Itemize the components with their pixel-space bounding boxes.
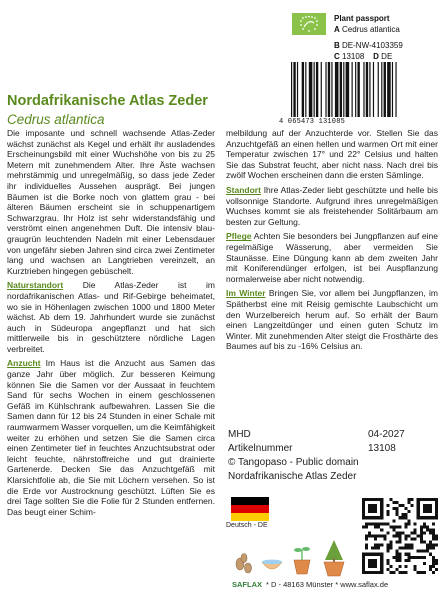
passport-row-a — [334, 24, 440, 35]
pflege-text: Achten Sie besonders bei Jungpflanzen auf eine regelmäßige Wässerung, aber vermeiden Sie Staunässe. Eine Düngung kann ab dem zweiten Jahr mit Koniferendünger erfolgen, ist bei Auspflanzung normalerweise aber nicht notwendig. — [226, 231, 438, 284]
anzucht-text: Im Haus ist die Anzucht aus Samen das ganze Jahr über möglich. Zur besseren Keimung können Sie die Samen vor der Aussaat in feuchtem Sand für sechs Wochen in einem geschlossenen Gefäß im Kühlschrank aufbewahren. Lassen Sie die Samen dann für 12 bis 24 Stunden in einer Schale mit raumwarmem Wasser vorquellen, um die Keimfähigkeit weiter zu erhöhen und setzen Sie die Samen circa einen Zentimeter tief in feuchtes Anzuchtsubstrat oder leicht feuchte, nährstoffreiche und gut drainierte Gartenerde. Decken Sie das Anzuchtgefäß mit Klarsichtfolie ab, die Sie mit Löchern versehen. So ist die Erde vor Austrocknung geschützt. Lüften Sie es drei Tage sollten Sie die Folie für 2 Stunden entfernen. Das beugt einer Schim- — [7, 358, 216, 517]
description-column-right — [226, 128, 438, 356]
page-title: Nordafrikanische Atlas Zeder — [7, 93, 208, 109]
product-name: Nordafrikanische Atlas Zeder — [228, 471, 357, 482]
mhd-value: 04-2027 — [368, 429, 405, 440]
passport-d-value: DE — [381, 52, 393, 61]
sowing-steps-illustration — [228, 536, 354, 578]
qr-code-modules — [362, 498, 438, 574]
barcode — [279, 62, 404, 128]
passport-d-label: D — [373, 52, 379, 61]
young-tree-pot-icon — [324, 540, 344, 576]
product-info — [228, 428, 440, 484]
passport-row-b — [334, 40, 440, 51]
naturstandort-text: Die Atlas-Zeder ist im nordafrikanischen Atlas- und Rif-Gebirge beheimatet, wo sie in Höhenlagen zwischen 1000 und 1800 Meter wächst. Ab dem 19. Jahrhundert wurde sie zunächst auch in Südeuropa angepflanzt und hat sich mittlerweile bis in geschütztere nördliche Lagen verbreitet. — [7, 280, 215, 354]
article-number-label: Artikelnummer — [228, 443, 293, 454]
passport-title: Plant passport — [334, 14, 390, 23]
description-column-left — [7, 128, 215, 521]
passport-a-value: Cedrus atlantica — [342, 25, 400, 34]
plant-passport — [334, 13, 440, 62]
passport-row-cd — [334, 51, 440, 62]
passport-b-value: DE-NW-4103359 — [342, 41, 403, 50]
natural-habitat-paragraph — [7, 280, 215, 354]
botanical-name: Cedrus atlantica — [7, 112, 105, 127]
cultivation-paragraph — [7, 358, 215, 517]
barcode-bars — [291, 62, 399, 117]
article-number-row — [228, 442, 440, 456]
article-number-value: 13108 — [368, 443, 396, 454]
care-paragraph — [226, 231, 438, 284]
cultivation-continued-paragraph: melbildung auf der Anzuchterde vor. Stellen Sie das Anzuchtgefäß an einen hellen und warmen Ort mit einer Temperatur zwischen 17° und 22° Celsius und halten Sie das Substrat feucht, aber nicht nass. Nach drei bis zwölf Wochen erscheinen dann die ersten Sämlinge. — [226, 128, 438, 181]
brand-logo: SAFLAX — [232, 580, 262, 589]
seedling-pot-icon — [294, 547, 310, 574]
footer-address: * D - 48163 Münster * www.saflax.de — [266, 580, 389, 589]
passport-a-label: A — [334, 25, 340, 34]
footer — [232, 580, 388, 589]
qr-code — [362, 498, 438, 574]
flag-stripe-gold — [231, 513, 269, 521]
heading-im-winter: Im Winter — [226, 288, 266, 299]
water-bowl-icon — [262, 560, 282, 569]
flag-stripe-red — [231, 505, 269, 513]
mhd-row — [228, 428, 440, 442]
language-label: Deutsch - DE — [226, 522, 268, 529]
passport-c-label: C — [334, 52, 340, 61]
winter-text: Bringen Sie, vor allem bei Jungpflanzen, im Spätherbst eine mit Reisig gemischte Laubschicht um den Wurzelbereich herum auf. So erhält der Baum einen Langzeitdünger und einen guten Schutz im Winter. Mit zunehmenden Alter steigt die Frosthärte des Baumes auf bis zu -16% Celsius an. — [226, 288, 438, 352]
passport-b-label: B — [334, 41, 340, 50]
mhd-label: MHD — [228, 429, 251, 440]
passport-c-value: 13108 — [342, 52, 365, 61]
german-flag-icon — [231, 497, 269, 521]
location-paragraph — [226, 185, 438, 227]
heading-naturstandort: Naturstandort — [7, 280, 64, 291]
barcode-digits: 4 065473 131085 — [279, 118, 346, 126]
heading-pflege: Pflege — [226, 231, 252, 242]
standort-text: Ihre Atlas-Zeder liebt geschützte und helle bis vollsonnige Standorte. Aufgrund ihres unregelmäßigen Wuchses kommt sie als freistehender Solitärbaum am besten zur Geltung. — [226, 184, 438, 227]
winter-paragraph — [226, 288, 438, 352]
heading-standort: Standort — [226, 184, 261, 195]
intro-paragraph: Die imposante und schnell wachsende Atlas-Zeder wächst zunächst als Kegel und erhält ihr ausladendes Erscheinungsbild mit einer Wuchshöhe von bis zu 25 Metern mit zunehmendem Alter. Ihre Äste wachsen mehrstämmig und unregelmäßig, so dass jede Zeder ihr individuelles Aussehen ausprägt. Bei jungen Bäumen ist die Borke noch von glattem grau - bei älteren Bäumen erscheint sie in schuppenartigem Schwarzgrau. Ihr Holz ist sehr widerstandsfähig und verströmt einen angenehmen Duft. Die intensiv blau-graugrün leuchtenden Nadeln mit einer Lebensdauer von ungefähr sieben Jahren sind circa zwei Zentimeter lang und wachsen an Langtrieben vereinzelt, an Kurztrieben hingegen gebüschelt. — [7, 128, 215, 276]
copyright: © Tangopaso - Public domain — [228, 457, 359, 468]
seed-icon — [236, 554, 252, 574]
heading-anzucht: Anzucht — [7, 358, 41, 369]
flag-stripe-black — [231, 497, 269, 505]
eu-organic-logo-icon — [292, 13, 326, 35]
